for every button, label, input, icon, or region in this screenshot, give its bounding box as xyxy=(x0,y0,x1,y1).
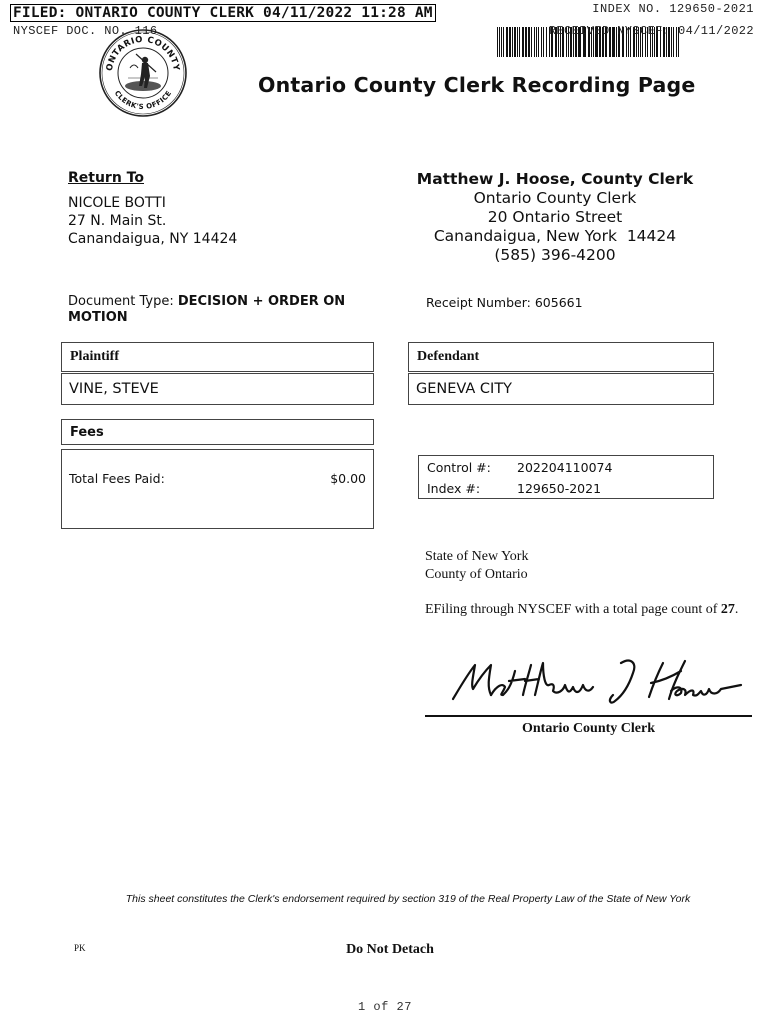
endorsement-statement: This sheet constitutes the Clerk's endorsement required by section 319 of the Real Property Law of the State of New York xyxy=(125,893,691,905)
page-count: 1 of 27 xyxy=(358,1000,412,1014)
index-number-label: Index #: xyxy=(427,481,481,496)
defendant-name: GENEVA CITY xyxy=(408,373,714,405)
preparer-initials: PK xyxy=(74,943,86,953)
signature-caption: Ontario County Clerk xyxy=(522,721,655,736)
document-type-value: DECISION + ORDER ON MOTION xyxy=(68,294,346,325)
fees-box xyxy=(61,449,374,529)
control-number-value: 202204110074 xyxy=(517,460,613,475)
efiling-period: . xyxy=(734,602,739,617)
plaintiff-heading: Plaintiff xyxy=(61,342,374,372)
nyscef-doc-number: NYSCEF DOC. NO. 116 xyxy=(13,24,158,38)
receipt-value: 605661 xyxy=(534,295,583,310)
document-type xyxy=(68,294,388,326)
certification-venue xyxy=(425,548,528,584)
clerk-signature-image xyxy=(445,655,745,710)
plaintiff-name: VINE, STEVE xyxy=(61,373,374,405)
county-line: County of Ontario xyxy=(425,567,528,582)
clerk-city: Canandaigua, New York 14424 xyxy=(433,227,677,245)
state-line: State of New York xyxy=(425,549,529,564)
total-fees-value: $0.00 xyxy=(330,471,366,486)
control-info-box xyxy=(418,455,714,499)
page-total: 27 xyxy=(720,602,735,617)
receipt-number xyxy=(426,295,583,310)
filed-stamp: FILED: ONTARIO COUNTY CLERK 04/11/2022 11:28 AM xyxy=(10,4,436,22)
return-to-street: 27 N. Main St. xyxy=(68,213,167,229)
return-to-name: NICOLE BOTTI xyxy=(68,195,166,211)
control-number-label: Control #: xyxy=(427,460,491,475)
seal-top-text: ONTARIO COUNTY xyxy=(104,34,182,72)
return-to-city: Canandaigua, NY 14424 xyxy=(68,231,238,247)
received-stamp: RECEIVED NYSCEF: 04/11/2022 xyxy=(548,24,754,38)
index-number-value: 129650-2021 xyxy=(517,481,602,496)
index-number: INDEX NO. 129650-2021 xyxy=(592,2,754,16)
clerk-phone: (585) 396-4200 xyxy=(494,246,616,264)
receipt-label: Receipt Number: xyxy=(426,295,535,310)
clerk-name: Matthew J. Hoose, County Clerk xyxy=(416,170,694,188)
efiling-text: EFiling through NYSCEF with a total page count of xyxy=(425,602,718,617)
fees-heading: Fees xyxy=(61,419,374,445)
defendant-heading: Defendant xyxy=(408,342,714,372)
signature-line xyxy=(425,715,752,717)
clerk-office: Ontario County Clerk xyxy=(473,189,637,207)
page-title: Ontario County Clerk Recording Page xyxy=(258,73,696,97)
do-not-detach-notice: Do Not Detach xyxy=(346,942,434,957)
efiling-statement xyxy=(425,601,755,619)
total-fees-label: Total Fees Paid: xyxy=(69,471,165,486)
county-seal-logo xyxy=(98,28,188,118)
return-to-heading: Return To xyxy=(68,170,144,186)
seal-bottom-text: CLERK'S OFFICE xyxy=(112,89,174,112)
clerk-address-block xyxy=(405,170,705,265)
document-type-label: Document Type: xyxy=(68,294,178,309)
clerk-street: 20 Ontario Street xyxy=(487,208,623,226)
